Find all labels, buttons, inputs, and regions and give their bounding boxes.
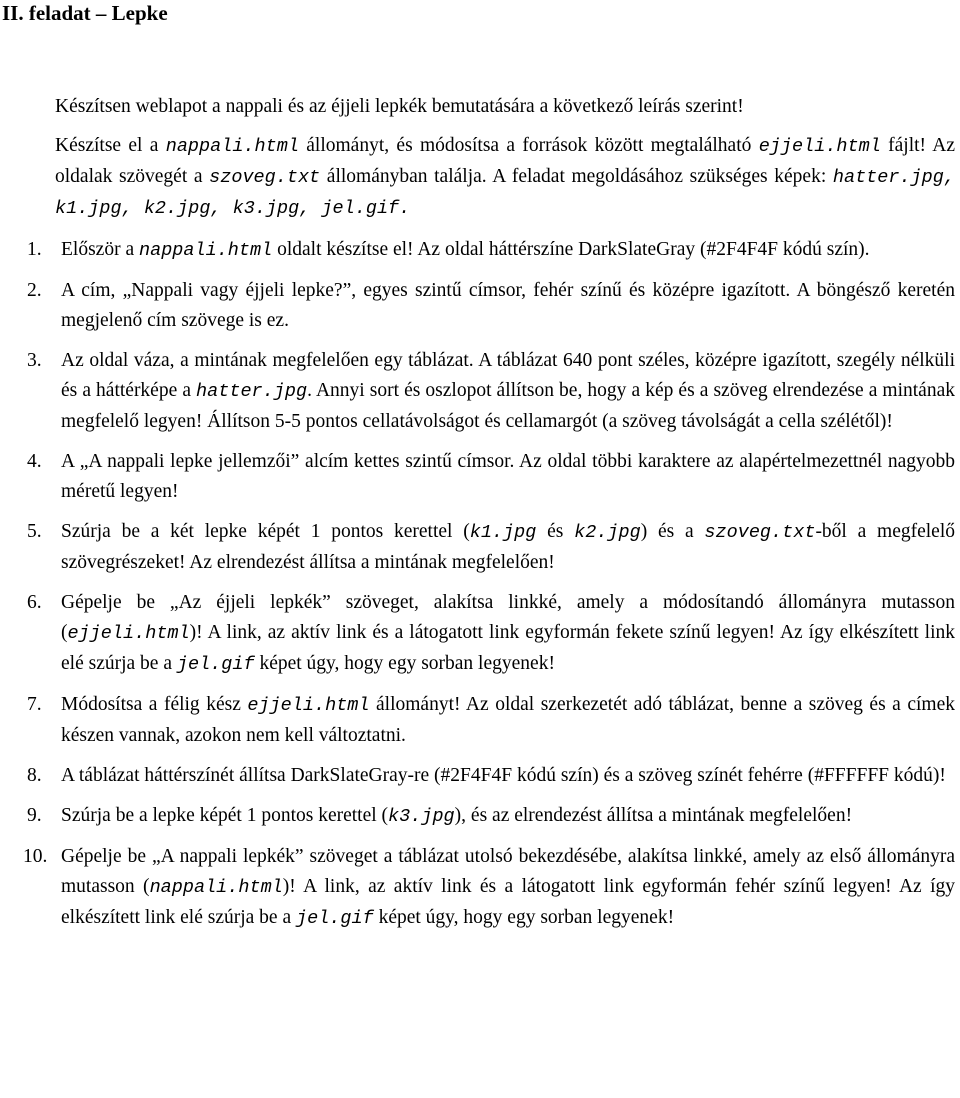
text-run: . Annyi sort és oszlopot állítson be, hogy a kép és a szöveg elrendezése a mintának megfelelő legyen! Állítson 5-5 pontos cellatávolságot és cellamargót (a szöveg távolságát a cella szélétől)! — [61, 380, 955, 432]
text-run: Módosítsa a félig kész — [61, 694, 248, 715]
filename-text: hatter.jpg — [196, 381, 308, 402]
task-text — [61, 451, 955, 502]
text-run: képet úgy, hogy egy sorban legyenek! — [254, 653, 555, 674]
filename-text: szoveg.txt — [704, 522, 816, 543]
task-number: 2. — [27, 280, 42, 301]
task-item — [27, 517, 955, 578]
text-run: Gépelje be „Az éjjeli lepkék” szöveget, alakítsa linkké, amely a módosítandó állományra mutasson ( — [61, 592, 955, 643]
page-title: II. feladat – Lepke — [2, 1, 168, 25]
text-run: állományban találja. A feladat megoldásához szükséges képek: — [320, 166, 833, 187]
text-run: A cím, „Nappali vagy éjjeli lepke?”, egyes szintű címsor, fehér színű és középre igazított. A böngésző keretén megjelenő cím szövege is ez. — [61, 280, 955, 331]
task-item — [27, 235, 955, 266]
filename-text: nappali.html — [165, 136, 299, 157]
text-run: képet úgy, hogy egy sorban legyenek! — [373, 907, 675, 928]
filename-text: ejjeli.html — [247, 695, 370, 716]
task-item — [27, 588, 955, 680]
text-run: -ből a megfelelő szövegrészeket! Az elrendezést állítsa a mintának megfelelően! — [61, 521, 955, 573]
task-item — [27, 690, 955, 751]
text-run: Az oldal váza, a mintának megfelelően egy táblázat. A táblázat 640 pont széles, középre igazított, szegély nélküli és a háttérképe a — [61, 350, 955, 401]
task-text — [61, 694, 955, 746]
filename-text: k2.jpg — [574, 522, 641, 543]
task-item — [27, 801, 955, 832]
task-number: 6. — [27, 592, 42, 613]
text-run: oldalt készítse el! Az oldal háttérszíne DarkSlateGray (#2F4F4F kódú szín). — [272, 239, 870, 260]
task-number: 4. — [27, 451, 42, 472]
task-text — [61, 592, 955, 674]
text-run: A táblázat háttérszínét állítsa DarkSlateGray-re (#2F4F4F kódú szín) és a szöveg színét fehérre (#FFFFFF kódú)! — [61, 765, 946, 786]
intro-heading: Készítsen weblapot a nappali és az éjjeli lepkék bemutatására a következő leírás szerint! — [55, 96, 744, 117]
filename-text: ejjeli.html — [67, 623, 190, 644]
task-item — [27, 447, 955, 507]
task-number: 7. — [27, 694, 42, 715]
filename-text: jel.gif — [295, 908, 374, 929]
filename-text: ejjeli.html — [758, 136, 881, 157]
text-run: Szúrja be a lepke képét 1 pontos kerettel ( — [61, 805, 389, 826]
text-run: Először a — [61, 239, 139, 260]
text-run: ) és a — [640, 521, 705, 542]
text-run: ), és az elrendezést állítsa a mintának megfelelően! — [454, 805, 853, 826]
document-body — [23, 92, 956, 944]
text-run: Szúrja be a két lepke képét 1 pontos kerettel ( — [61, 521, 470, 542]
text-run: )! A link, az aktív link és a látogatott link egyformán fekete színű legyen! Az így elkészített link elé szúrja be a — [61, 622, 955, 674]
task-text — [61, 280, 955, 331]
filename-text: jel.gif — [176, 654, 255, 675]
task-text — [61, 805, 852, 826]
task-item — [27, 761, 955, 791]
filename-text: nappali.html — [149, 877, 283, 898]
text-run: Gépelje be „A nappali lepkék” szöveget a táblázat utolsó bekezdésébe, alakítsa linkké, amely az első állományra mutasson ( — [61, 846, 955, 897]
filename-text: szoveg.txt — [209, 167, 321, 188]
task-text — [61, 521, 955, 573]
text-run: állományt! Az oldal szerkezetét adó táblázat, benne a szöveg és a címek készen vannak, azokon nem kell változtatni. — [61, 694, 955, 746]
task-text — [61, 239, 870, 260]
text-run: állományt, és módosítsa a források között megtalálható — [298, 135, 759, 156]
filename-text: nappali.html — [138, 240, 273, 261]
task-number: 3. — [27, 350, 42, 371]
text-run: Készítse el a — [55, 135, 166, 156]
task-text — [61, 765, 946, 786]
task-number: 8. — [27, 765, 42, 786]
task-text — [61, 846, 955, 928]
text-run: és — [536, 521, 575, 542]
task-number: 1. — [27, 239, 42, 260]
task-text — [61, 350, 955, 432]
task-list — [23, 235, 955, 934]
text-run: fájlt! Az oldalak szövegét a — [55, 135, 956, 187]
task-number: 5. — [27, 521, 42, 542]
filename-text: hatter.jpg, k1.jpg, k2.jpg, k3.jpg, jel.gif. — [55, 167, 955, 219]
task-item — [27, 276, 955, 336]
task-number: 9. — [27, 805, 42, 826]
task-item — [27, 346, 955, 437]
task-number: 10. — [23, 846, 48, 867]
text-run: A „A nappali lepke jellemzői” alcím kettes szintű címsor. Az oldal többi karaktere az alapértelmezettnél nagyobb méretű legyen! — [61, 451, 955, 502]
task-item — [23, 842, 955, 934]
filename-text: k3.jpg — [388, 806, 455, 827]
filename-text: k1.jpg — [469, 522, 537, 543]
intro-paragraph — [55, 131, 955, 224]
text-run: )! A link, az aktív link és a látogatott link egyformán fehér színű legyen! Az így elkészített link elé szúrja be a — [61, 876, 955, 928]
